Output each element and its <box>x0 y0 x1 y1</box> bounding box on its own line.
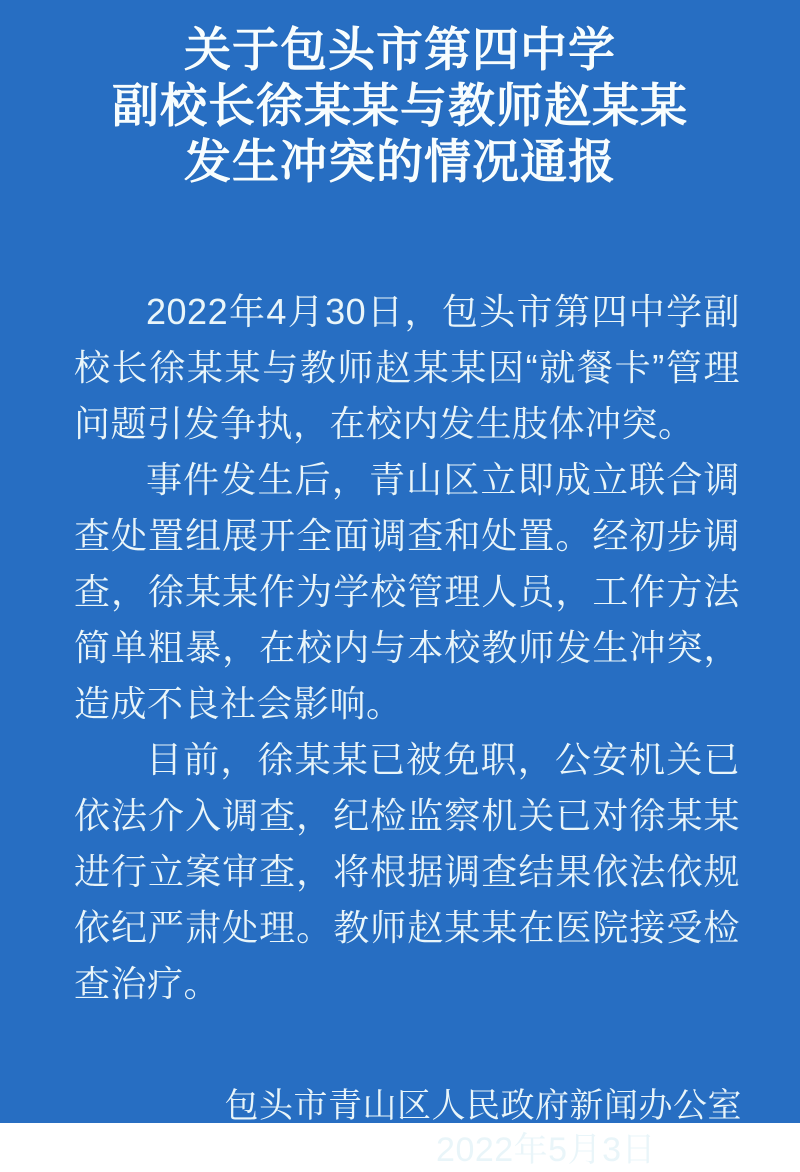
body-paragraph-3: 目前，徐某某已被免职，公安机关已依法介入调查，纪检监察机关已对徐某某进行立案审查，将根据调查结果依法依规依纪严肃处理。教师赵某某在医院接受检查治疗。 <box>74 739 740 1004</box>
footer-date: 2022年5月3日 <box>436 1131 656 1169</box>
body-paragraph-2: 事件发生后，青山区立即成立联合调查处置组展开全面调查和处置。经初步调查，徐某某作为学校管理人员，工作方法简单粗暴，在校内与本校教师发生冲突，造成不良社会影响。 <box>74 459 740 724</box>
notice-title <box>0 0 800 190</box>
body-paragraph-1: 2022年4月30日，包头市第四中学副校长徐某某与教师赵某某因“就餐卡”管理问题引发争执，在校内发生肢体冲突。 <box>74 291 740 444</box>
title-line-1: 关于包头市第四中学 <box>184 23 616 76</box>
notice-body <box>0 284 800 1012</box>
footer-signature: 包头市青山区人民政府新闻办公室 <box>224 1087 742 1125</box>
notice-footer <box>0 1084 800 1172</box>
title-line-2: 副校长徐某某与教师赵某某 <box>112 79 688 132</box>
title-line-3: 发生冲突的情况通报 <box>184 135 616 188</box>
